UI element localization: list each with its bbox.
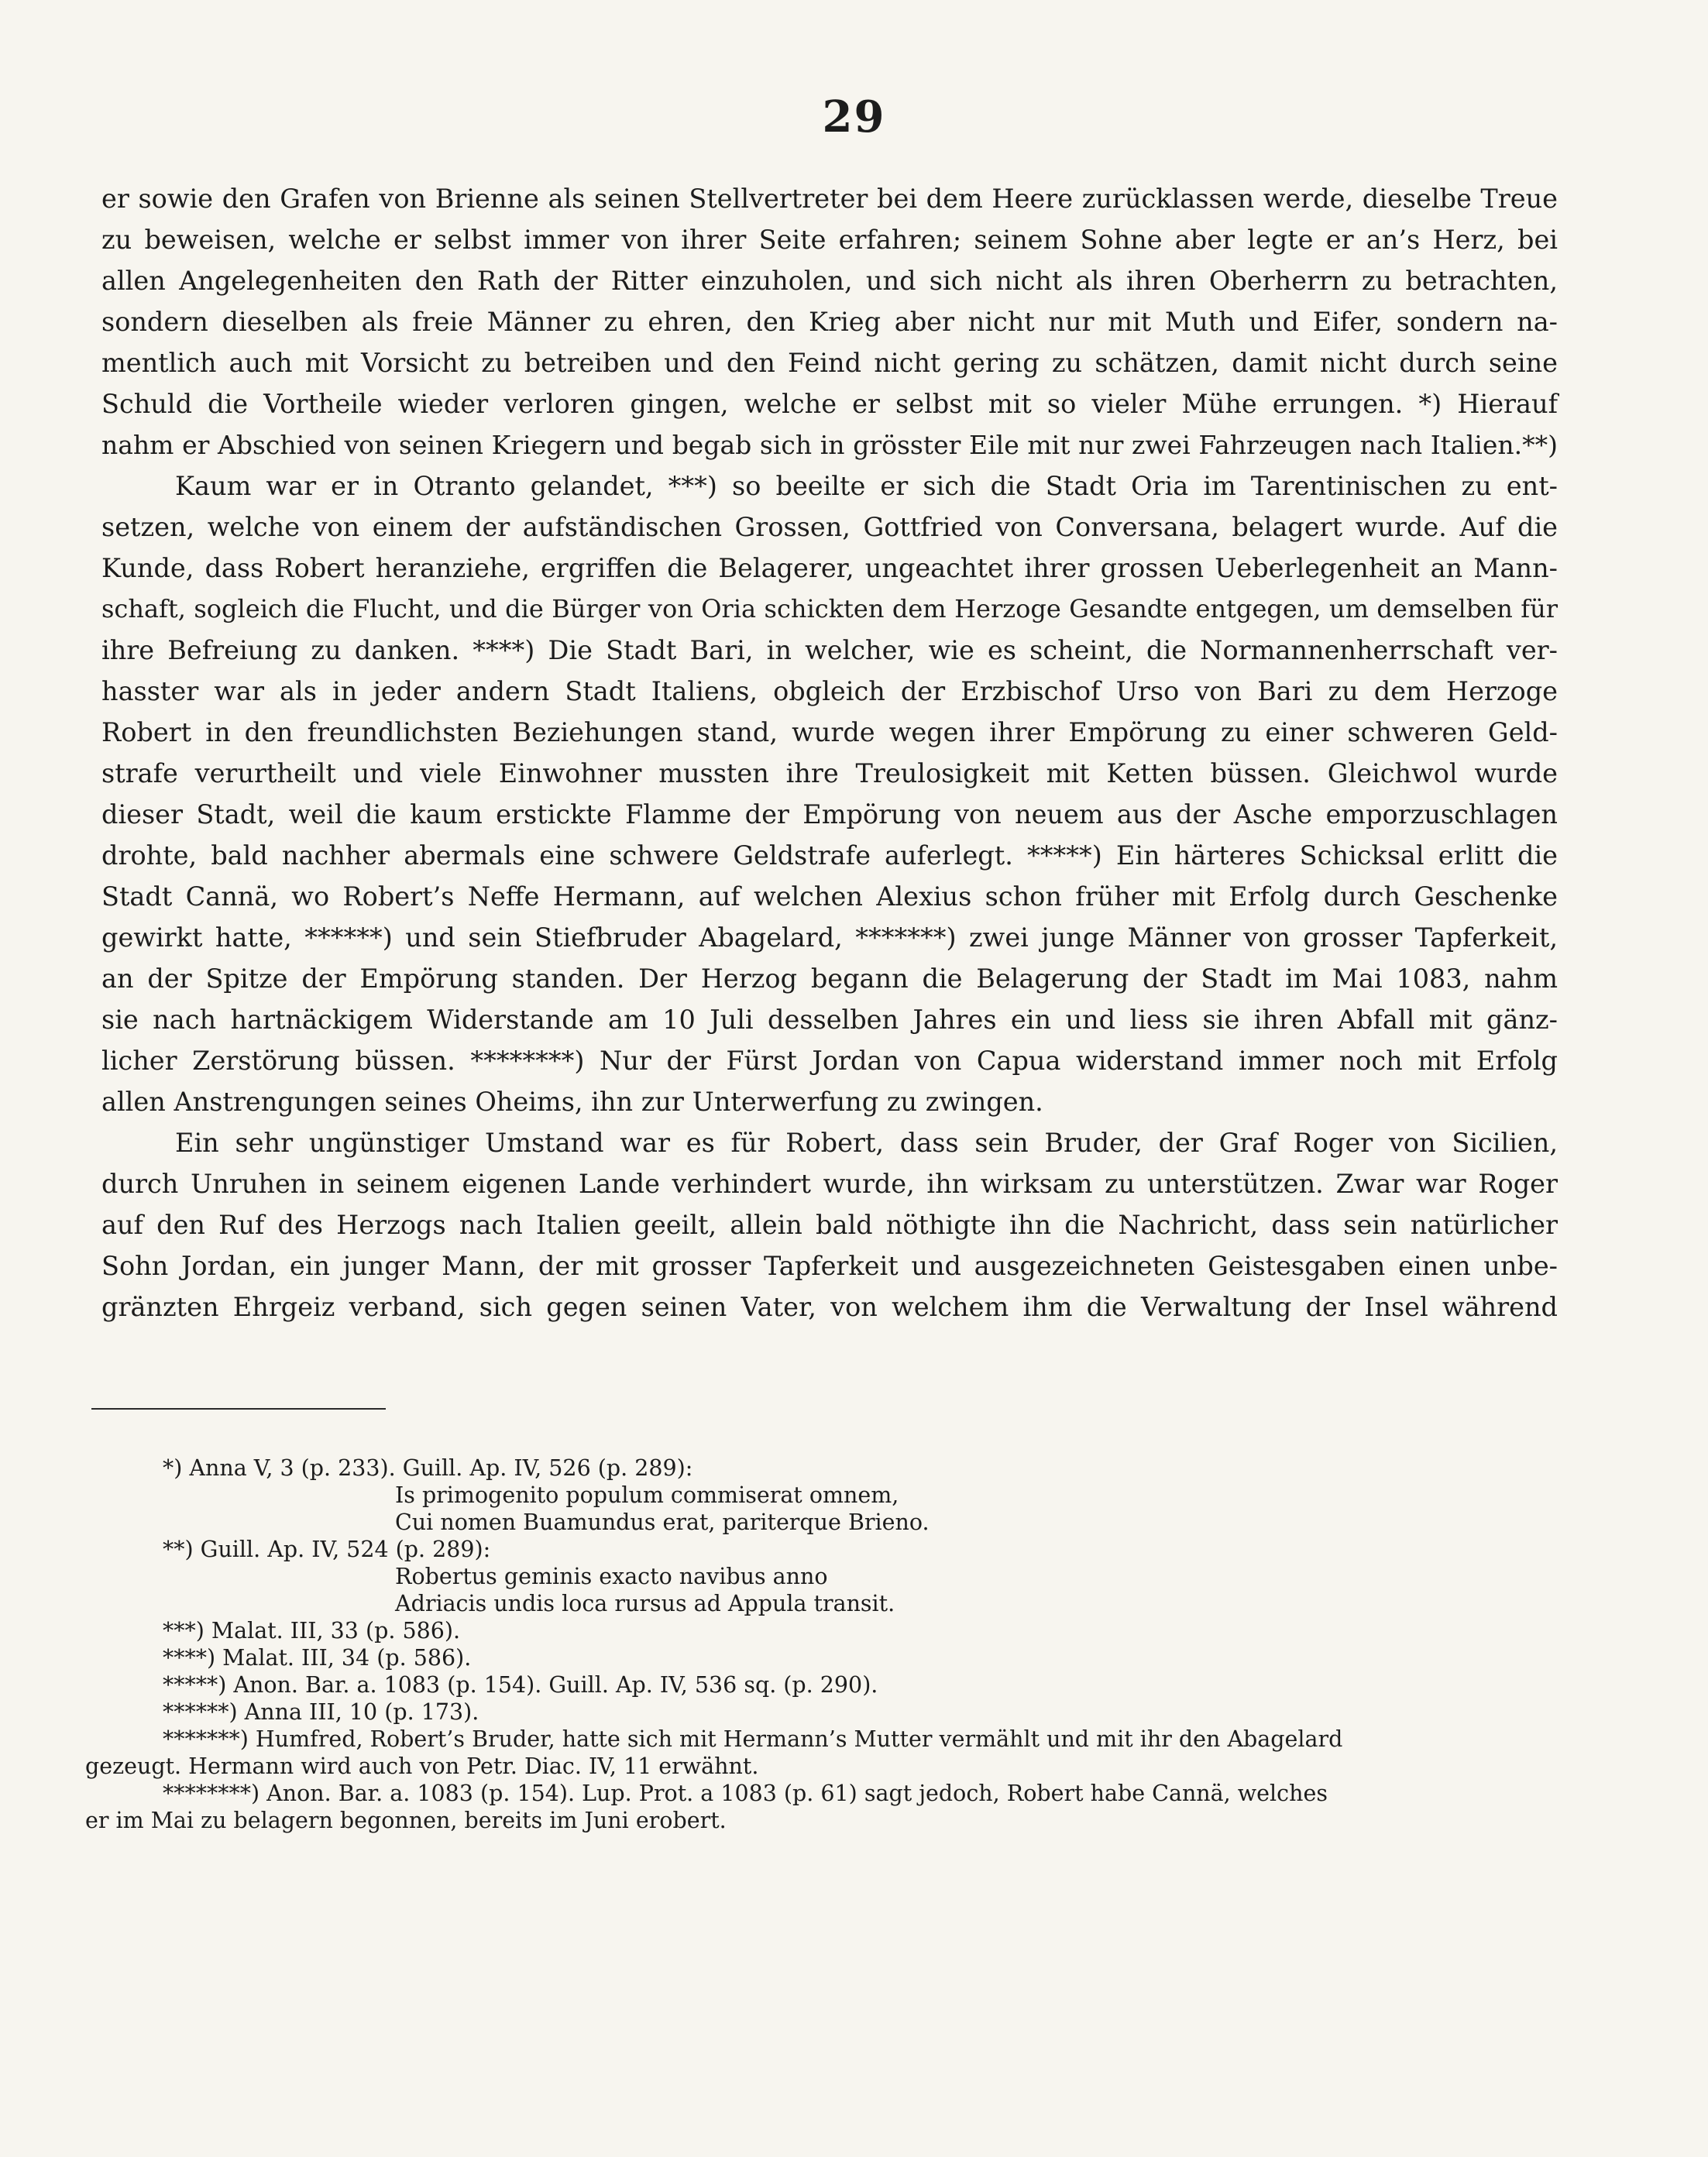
footnote-line: *******) Humfred, Robert’s Bruder, hatte sich mit Hermann’s Mutter vermählt und mit ihr den Abagelard <box>163 1726 1343 1752</box>
footnote-line: ******) Anna III, 10 (p. 173). <box>163 1699 479 1725</box>
text-line: nahm er Abschied von seinen Kriegern und begab sich in grösster Eile mit nur zwei Fahrzeugen nach Italien.**) <box>101 430 1558 460</box>
text-line: zu beweisen, welche er selbst immer von ihrer Seite erfahren; seinem Sohne aber legte er an’s Herz, bei <box>101 225 1558 255</box>
text-line: dieser Stadt, weil die kaum erstickte Flamme der Empörung von neuem aus der Asche emporzuschlagen <box>101 799 1558 829</box>
text-line: allen Angelegenheiten den Rath der Ritter einzuholen, und sich nicht als ihren Oberherrn zu betrachten, <box>101 266 1558 296</box>
text-line: Sohn Jordan, ein junger Mann, der mit grosser Tapferkeit und ausgezeichneten Geistesgaben einen unbe- <box>101 1251 1558 1281</box>
footnote-quote-line: Is primogenito populum commiserat omnem, <box>395 1482 899 1508</box>
text-line: drohte, bald nachher abermals eine schwere Geldstrafe auferlegt. *****) Ein härteres Schicksal erlitt die <box>101 840 1558 871</box>
text-line: strafe verurtheilt und viele Einwohner mussten ihre Treulosigkeit mit Ketten büssen. Gleichwol wurde <box>101 758 1558 788</box>
footnote-line: *****) Anon. Bar. a. 1083 (p. 154). Guill. Ap. IV, 536 sq. (p. 290). <box>163 1672 878 1698</box>
footnote-quote-line: Robertus geminis exacto navibus anno <box>395 1564 828 1589</box>
text-line: auf den Ruf des Herzogs nach Italien geeilt, allein bald nöthigte ihn die Nachricht, dass sein natürlicher <box>101 1210 1558 1240</box>
footnote-quote-line: Adriacis undis loca rursus ad Appula transit. <box>395 1591 895 1616</box>
footnote-divider <box>91 1408 386 1410</box>
text-line: hasster war als in jeder andern Stadt Italiens, obgleich der Erzbischof Urso von Bari zu dem Herzoge <box>101 676 1558 706</box>
text-line: licher Zerstörung büssen. ********) Nur der Fürst Jordan von Capua widerstand immer noch mit Erfolg <box>101 1046 1558 1076</box>
text-line: Stadt Cannä, wo Robert’s Neffe Hermann, auf welchen Alexius schon früher mit Erfolg durch Geschenke <box>101 881 1558 912</box>
text-line: Robert in den freundlichsten Beziehungen stand, wurde wegen ihrer Empörung zu einer schweren Geld- <box>101 717 1558 747</box>
text-line: setzen, welche von einem der aufständischen Grossen, Gottfried von Conversana, belagert wurde. Auf die <box>101 512 1558 542</box>
text-line: Ein sehr ungünstiger Umstand war es für Robert, dass sein Bruder, der Graf Roger von Sicilien, <box>175 1128 1558 1158</box>
text-line: er sowie den Grafen von Brienne als seinen Stellvertreter bei dem Heere zurücklassen werde, dieselbe Treue <box>101 184 1558 214</box>
text-line: gränzten Ehrgeiz verband, sich gegen seinen Vater, von welchem ihm die Verwaltung der Insel während <box>101 1292 1558 1322</box>
text-line: Kunde, dass Robert heranziehe, ergriffen die Belagerer, ungeachtet ihrer grossen Ueberlegenheit an Mann- <box>101 553 1558 583</box>
text-line: Kaum war er in Otranto gelandet, ***) so beeilte er sich die Stadt Oria im Tarentinischen zu ent- <box>175 471 1558 501</box>
text-line: an der Spitze der Empörung standen. Der Herzog begann die Belagerung der Stadt im Mai 1083, nahm <box>101 963 1558 994</box>
text-line: sie nach hartnäckigem Widerstande am 10 Juli desselben Jahres ein und liess sie ihren Abfall mit gänz- <box>101 1005 1558 1035</box>
text-line: durch Unruhen in seinem eigenen Lande verhindert wurde, ihn wirksam zu unterstützen. Zwar war Roger <box>101 1169 1558 1199</box>
footnote-line: gezeugt. Hermann wird auch von Petr. Diac. IV, 11 erwähnt. <box>85 1753 759 1779</box>
page-number: 29 <box>822 91 886 143</box>
footnote-quote-line: Cui nomen Buamundus erat, pariterque Brieno. <box>395 1510 930 1535</box>
text-line: schaft, sogleich die Flucht, und die Bürger von Oria schickten dem Herzoge Gesandte entgegen, um demselben für <box>101 594 1558 623</box>
footnote-line: **) Guill. Ap. IV, 524 (p. 289): <box>163 1537 491 1562</box>
text-line: mentlich auch mit Vorsicht zu betreiben und den Feind nicht gering zu schätzen, damit nicht durch seine <box>101 348 1558 378</box>
footnote-line: *) Anna V, 3 (p. 233). Guill. Ap. IV, 526 (p. 289): <box>163 1455 693 1481</box>
footnote-line: ****) Malat. III, 34 (p. 586). <box>163 1645 472 1671</box>
text-line: sondern dieselben als freie Männer zu ehren, den Krieg aber nicht nur mit Muth und Eifer, sondern na- <box>101 307 1558 337</box>
text-line: allen Anstrengungen seines Oheims, ihn zur Unterwerfung zu zwingen. <box>101 1087 1043 1117</box>
footnote-line: er im Mai zu belagern begonnen, bereits im Juni erobert. <box>85 1808 727 1833</box>
body-text <box>101 178 1558 1328</box>
text-line: gewirkt hatte, ******) und sein Stiefbruder Abagelard, *******) zwei junge Männer von grosser Tapferkeit, <box>101 922 1558 953</box>
footnote-line: ***) Malat. III, 33 (p. 586). <box>163 1618 461 1644</box>
footnotes <box>85 1455 1557 1834</box>
text-line: Schuld die Vortheile wieder verloren gingen, welche er selbst mit so vieler Mühe errungen. *) Hierauf <box>101 389 1558 419</box>
footnote-line: ********) Anon. Bar. a. 1083 (p. 154). Lup. Prot. a 1083 (p. 61) sagt jedoch, Robert habe Cannä, welches <box>163 1781 1328 1806</box>
text-line: ihre Befreiung zu danken. ****) Die Stadt Bari, in welcher, wie es scheint, die Normannenherrschaft ver- <box>101 635 1558 665</box>
